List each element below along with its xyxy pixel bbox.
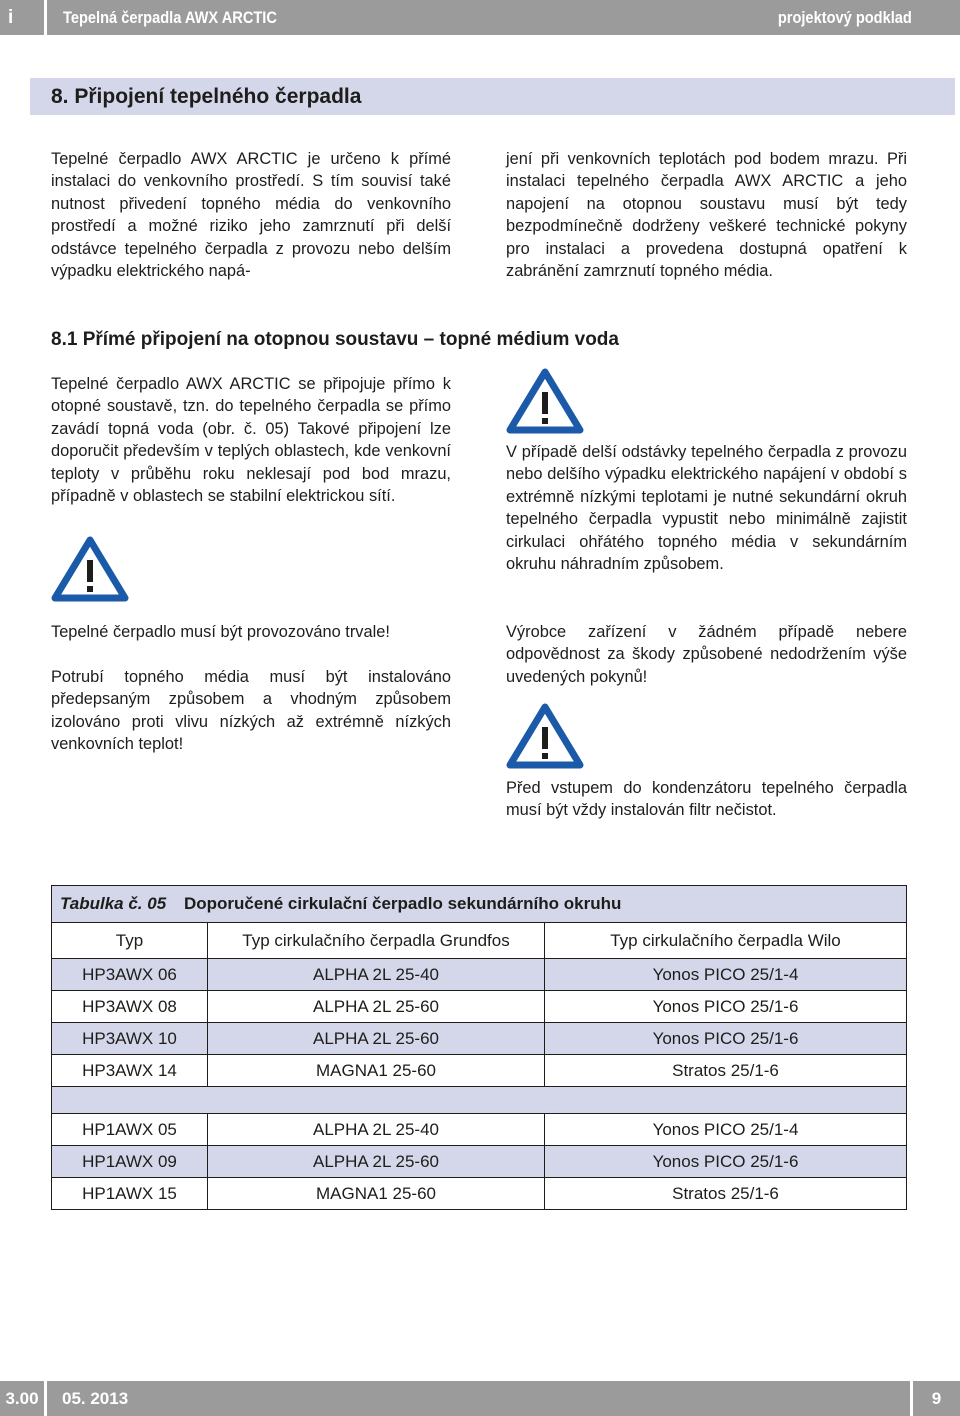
cell-type: HP3AWX 08 bbox=[52, 991, 208, 1023]
cell-grundfos: MAGNA1 25-60 bbox=[208, 1055, 545, 1087]
left-paragraph-2: Potrubí topného média musí být instalováno předepsaným způsobem a vhodným způsobem izolováno proti vlivu nízkých až extrémně nízkých venkovních teplot! bbox=[51, 668, 451, 754]
left-warning-text: Tepelné čerpadlo musí být provozováno trvale! bbox=[51, 623, 390, 641]
footer-date-bar bbox=[47, 1381, 910, 1416]
column-header-wilo: Typ cirkulačního čerpadla Wilo bbox=[545, 923, 907, 959]
column-header-type: Typ bbox=[52, 923, 208, 959]
column-header-grundfos: Typ cirkulačního čerpadla Grundfos bbox=[208, 923, 545, 959]
table-row bbox=[52, 1055, 907, 1087]
page-footer bbox=[0, 1381, 960, 1416]
document-type: projektový podklad bbox=[777, 8, 912, 27]
cell-grundfos: ALPHA 2L 25-60 bbox=[208, 991, 545, 1023]
cell-wilo: Yonos PICO 25/1-6 bbox=[545, 1146, 907, 1178]
table-header-row bbox=[52, 923, 907, 959]
table-caption-row bbox=[52, 886, 907, 923]
cell-type: HP3AWX 10 bbox=[52, 1023, 208, 1055]
intro-right-column bbox=[506, 148, 907, 282]
left-paragraph-1: Tepelné čerpadlo AWX ARCTIC se připojuje přímo k otopné soustavě, tzn. do tepelného čerpadla se přímo zavádí topná voda (obr. č. 05) Takové připojení lze doporučit především v teplých oblastech, kde venkovní teploty v průběhu roku neklesají pod bod mrazu, případně v oblastech se stabilní elektrickou sítí. bbox=[51, 375, 451, 506]
cell-type: HP1AWX 15 bbox=[52, 1178, 208, 1210]
right-paragraph-3-block bbox=[506, 777, 907, 822]
pump-table bbox=[51, 885, 907, 1210]
cell-wilo: Stratos 25/1-6 bbox=[545, 1055, 907, 1087]
cell-wilo: Yonos PICO 25/1-6 bbox=[545, 1023, 907, 1055]
section-heading-band bbox=[30, 78, 955, 115]
subsection-title: 8.1 Přímé připojení na otopnou soustavu – topné médium voda bbox=[51, 329, 619, 350]
subsection-left-column bbox=[51, 373, 451, 507]
table-row bbox=[52, 959, 907, 991]
right-paragraph-2: Výrobce zařízení v žádném případě nebere odpovědnost za škody způsobené nedodržením výše uvedených pokynů! bbox=[506, 623, 907, 686]
cell-type: HP3AWX 06 bbox=[52, 959, 208, 991]
right-paragraph-1-block bbox=[506, 441, 907, 575]
cell-wilo: Yonos PICO 25/1-4 bbox=[545, 1114, 907, 1146]
cell-wilo: Yonos PICO 25/1-6 bbox=[545, 991, 907, 1023]
intro-right-text: jení při venkovních teplotách pod bodem mrazu. Při instalaci tepelného čerpadla AWX ARCTIC a jeho napojení na otopnou soustavu musí být tedy bezpodmínečně dodrženy veškeré technické pokyny pro instalaci a provedena dostupná opatření k zabránění zamrznutí topného média. bbox=[506, 150, 907, 281]
document-title: Tepelná čerpadla AWX ARCTIC bbox=[63, 8, 277, 27]
right-paragraph-2-block bbox=[506, 621, 907, 688]
cell-wilo: Yonos PICO 25/1-4 bbox=[545, 959, 907, 991]
header-bar bbox=[47, 0, 960, 35]
cell-grundfos: MAGNA1 25-60 bbox=[208, 1178, 545, 1210]
page-number: 9 bbox=[913, 1381, 960, 1416]
table-row bbox=[52, 1023, 907, 1055]
cell-wilo: Stratos 25/1-6 bbox=[545, 1178, 907, 1210]
table-row bbox=[52, 1178, 907, 1210]
cell-grundfos: ALPHA 2L 25-40 bbox=[208, 1114, 545, 1146]
footer-version: 3.00 bbox=[0, 1381, 44, 1416]
cell-type: HP1AWX 05 bbox=[52, 1114, 208, 1146]
footer-date: 05. 2013 bbox=[62, 1389, 129, 1408]
cell-type: HP1AWX 09 bbox=[52, 1146, 208, 1178]
table-caption bbox=[52, 886, 907, 923]
table-spacer-row bbox=[52, 1087, 907, 1114]
table-row bbox=[52, 1146, 907, 1178]
info-icon: i bbox=[0, 0, 44, 35]
table-caption-label: Tabulka č. 05 bbox=[60, 894, 167, 913]
warning-icon bbox=[506, 703, 584, 769]
cell-grundfos: ALPHA 2L 25-60 bbox=[208, 1146, 545, 1178]
table-caption-title: Doporučené cirkulační čerpadlo sekundárního okruhu bbox=[184, 894, 622, 913]
page-header bbox=[0, 0, 960, 35]
cell-grundfos: ALPHA 2L 25-40 bbox=[208, 959, 545, 991]
table-row bbox=[52, 991, 907, 1023]
left-pipe-block bbox=[51, 666, 451, 756]
cell-grundfos: ALPHA 2L 25-60 bbox=[208, 1023, 545, 1055]
table-row bbox=[52, 1114, 907, 1146]
intro-left-column bbox=[51, 148, 451, 282]
left-warning-block bbox=[51, 621, 451, 643]
right-paragraph-1: V případě delší odstávky tepelného čerpadla z provozu nebo delšího výpadku elektrického napájení v období s extrémně nízkými teplotami je nutné sekundární okruh tepelného čerpadla vypustit nebo minimálně zajistit cirkulaci ohřátého topného média v sekundárním okruhu náhradním způsobem. bbox=[506, 443, 907, 574]
warning-icon bbox=[51, 536, 129, 602]
section-title: 8. Připojení tepelného čerpadla bbox=[51, 85, 362, 108]
warning-icon bbox=[506, 368, 584, 434]
cell-type: HP3AWX 14 bbox=[52, 1055, 208, 1087]
intro-left-text: Tepelné čerpadlo AWX ARCTIC je určeno k přímé instalaci do venkovního prostředí. S tím souvisí také nutnost přivedení topného média do venkovního prostředí a možné riziko jeho zamrznutí při delší odstávce tepelného čerpadla z provozu nebo delším výpadku elektrického napá- bbox=[51, 150, 451, 281]
right-paragraph-3: Před vstupem do kondenzátoru tepelného čerpadla musí být vždy instalován filtr nečistot. bbox=[506, 779, 907, 820]
